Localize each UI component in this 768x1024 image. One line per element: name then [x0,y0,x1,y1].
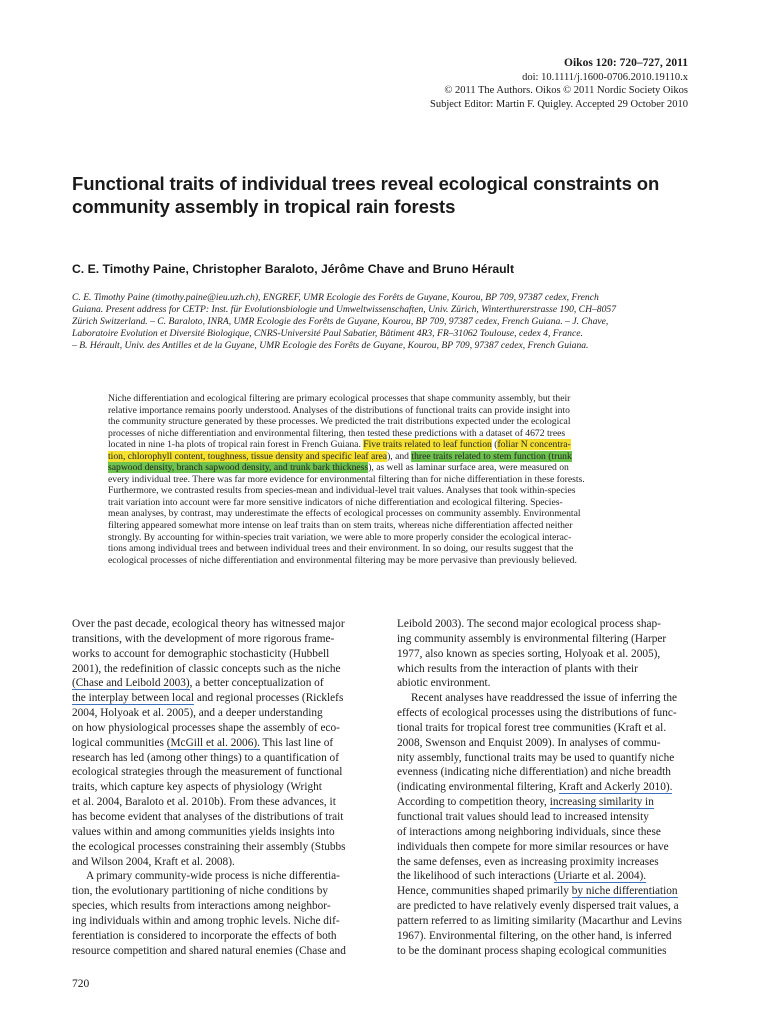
abstract-line: the community structure generated by these processes. We predicted the trait distributions expected under the ecological [108,416,571,428]
body-line: ing individuals within and among trophic levels. Niche dif- [72,914,340,927]
body-line: values within and among communities yields insights into [72,825,335,838]
body-line: nity assembly, functional traits may be used to quantify niche [397,751,675,764]
abstract-text: ), and [387,450,412,462]
abstract-line: strongly. By accounting for within-species trait variation, we were able to more properly consider the ecological interac- [108,531,572,543]
body-line: of interactions among neighboring individuals, since these [397,825,661,838]
body-line: individuals then compete for more similar resources or have [397,840,669,853]
body-line: transitions, with the development of more rigorous frame- [72,632,335,645]
body-line [72,676,372,691]
body-line [397,795,687,810]
body-text: This last line of [259,736,334,749]
copyright: © 2011 The Authors. Oikos © 2011 Nordic Society Oikos [444,85,688,96]
body-line: on how physiological processes shape the assembly of eco- [72,721,340,734]
citation-link[interactable]: (Chase and Leibold 2003) [72,677,190,690]
journal-citation: Oikos 120: 720–727, 2011 [564,57,688,69]
highlight-yellow[interactable]: tion, chlorophyll content, toughness, tissue density and specific leaf area [108,450,388,462]
body-line: the ecological processes constraining their assembly (Stubbs [72,840,346,853]
affiliation-line: Zürich Switzerland. – C. Baraloto, INRA, UMR Ecologie des Forêts de Guyane, Kourou, BP 709, 97387 cedex, French Guiana. – J. Chave, [72,316,609,328]
page-number: 720 [72,978,90,990]
body-text: According to competition theory, [397,796,550,809]
body-line: effects of ecological processes using the distributions of func- [397,707,677,720]
body-line: 1967). Environmental filtering, on the other hand, is inferred [397,929,672,942]
body-text: , a better conceptualization of [189,677,324,690]
highlight-green[interactable]: sapwood density, branch sapwood density, and trunk bark thickness [108,462,369,474]
doi[interactable]: doi: 10.1111/j.1600-0706.2010.19110.x [522,71,688,83]
author-list: C. E. Timothy Paine, Christopher Baraloto, Jérôme Chave and Bruno Hérault [72,262,514,276]
subject-editor: Subject Editor: Martin F. Quigley. Accepted 29 October 2010 [429,98,688,110]
abstract-line [108,451,684,463]
body-line: et al. 2004, Baraloto et al. 2010b). From these advances, it [72,796,336,809]
abstract-text: ( [491,439,498,451]
body-line: research has led (among other things) to a quantification of [72,751,339,764]
abstract-line [108,462,684,474]
body-line: Recent analyses have readdressed the issue of inferring the [411,692,678,705]
citation-link[interactable]: (McGill et al. 2006). [166,736,260,749]
citation-link[interactable]: increasing similarity in [549,796,654,809]
title-line-2: community assembly in tropical rain forests [72,196,456,217]
body-line: ing community assembly is environmental filtering (Harper [397,632,667,645]
affiliation-line: – B. Hérault, Univ. des Antilles et de la Guyane, UMR Ecologie des Forêts de Guyane, Kourou, BP 709, 97387 cedex, French Guiana. [72,340,589,352]
body-line [397,884,687,899]
body-line: which results from the interaction of plants with their [397,662,638,675]
body-line: functional trait values should lead to increased intensity [397,810,649,823]
affiliation-line: Laboratoire Evolution et Diversité Biologique, CNRS-Université Paul Sabatier, Bâtiment 4R3, FR–31062 Toulouse, cedex 4, France. [72,328,583,340]
title-line-1: Functional traits of individual trees reveal ecological constraints on [72,173,660,194]
body-text: the likelihood of such interactions [397,870,554,883]
body-line: abiotic environment. [397,677,491,690]
citation-link[interactable]: by niche differentiation [571,885,678,898]
body-line [72,691,372,706]
abstract-line: Furthermore, we contrasted results from species-mean and individual-level trait values. Analyses that took within-species [108,485,576,497]
body-line: tion, the evolutionary partitioning of niche conditions by [72,885,329,898]
abstract-line [108,439,684,451]
citation-link[interactable]: (Uriarte et al. 2004). [553,870,647,883]
citation-link[interactable]: Kraft and Ackerly 2010). [558,781,673,794]
body-column-right [397,617,687,958]
body-line: and Wilson 2004, Kraft et al. 2008). [72,855,235,868]
abstract-text: ), as well as laminar surface area, were measured on [368,462,569,474]
abstract-line: every individual tree. There was far more evidence for environmental filtering than for niche differentiation in these forests. [108,473,585,485]
body-line: 2008, Swenson and Enquist 2009). In analyses of commu- [397,736,661,749]
body-line: the same defenses, even as increasing proximity increases [397,855,659,868]
body-line: Leibold 2003). The second major ecological process shap- [397,618,661,630]
body-line: works to account for demographic stochasticity (Hubbell [72,647,330,660]
body-line [397,780,687,795]
body-line: pattern referred to as limiting similarity (Macarthur and Levins [397,914,682,927]
body-line: ferentiation is considered to incorporate the effects of both [72,929,337,942]
body-line [397,869,687,884]
body-line: resource competition and shared natural enemies (Chase and [72,944,346,957]
abstract-line: Niche differentiation and ecological filtering are primary ecological processes that shape community assembly, but their [108,393,571,404]
abstract-line: relative importance remains poorly understood. Analyses of the distributions of functional traits can provide insight into [108,404,570,416]
body-text: logical communities [72,736,167,749]
affiliation-line: C. E. Timothy Paine (timothy.paine@ieu.uzh.ch), ENGREF, UMR Ecologie des Forêts de Guyane, Kourou, BP 709, 97387 cedex, French [72,292,599,303]
highlight-yellow[interactable]: foliar N concentra- [497,439,571,451]
abstract [108,393,684,566]
body-text: and regional processes (Ricklefs [194,692,344,705]
abstract-line: ecological processes of niche differentiation and environmental filtering may be more pervasive than previously believed. [108,554,577,566]
body-line: ecological strategies through the measurement of functional [72,766,343,779]
body-line: A primary community-wide process is niche differentia- [86,870,340,883]
body-line: species, which results from interactions among neighbor- [72,900,331,913]
article-metadata [430,57,688,111]
body-line: Over the past decade, ecological theory has witnessed major [72,618,345,630]
body-column-left [72,617,372,958]
affiliation-line: Guiana. Present address for CETP: Inst. für Evolutionsbiologie und Umweltwissenschaften, Univ. Zürich, Winterthurerstrasse 190, CH–8057 [72,304,616,316]
body-line: has become evident that analyses of the distributions of trait [72,810,344,823]
citation-link[interactable]: the interplay between local [72,692,195,705]
highlight-yellow[interactable]: Five traits related to leaf function [363,439,492,451]
body-line: tional traits for tropical forest tree communities (Kraft et al. [397,721,667,734]
body-line: 2001), the redefinition of classic concepts such as the niche [72,662,341,675]
article-title [72,172,692,218]
body-text: Hence, communities shaped primarily [397,885,572,898]
body-line: evenness (indicating niche differentiation) and niche breadth [397,766,671,779]
abstract-line: tions among individual trees and between individual trees and their environment. In so doing, our results suggest that the [108,543,574,555]
abstract-line: trait variation into account were far more sensitive indicators of niche differentiation and ecological filtering. Species- [108,496,563,508]
abstract-text: located in nine 1-ha plots of tropical rain forest in French Guiana. [108,439,364,451]
highlight-green[interactable]: three traits related to stem function (trunk [411,450,572,462]
body-line: 2004, Holyoak et al. 2005), and a deeper understanding [72,707,323,720]
affiliations [72,292,702,352]
body-line: are predicted to have relatively evenly dispersed trait values, a [397,900,679,913]
body-line [72,736,372,751]
body-line: traits, which capture key aspects of physiology (Wright [72,781,322,794]
abstract-line: processes of niche differentiation and environmental filtering, then tested these predictions with a dataset of 4672 trees [108,427,566,439]
abstract-line: mean analyses, by contrast, may underestimate the effects of ecological processes on community assembly. Environmental [108,508,581,520]
body-text: (indicating environmental filtering, [397,781,559,794]
body-line: to be the dominant process shaping ecological communities [397,944,667,957]
body-line: 1977, also known as species sorting, Holyoak et al. 2005), [397,647,661,660]
abstract-line: filtering appeared somewhat more intense on leaf traits than on stem traits, whereas niche differentiation affected neither [108,520,573,532]
